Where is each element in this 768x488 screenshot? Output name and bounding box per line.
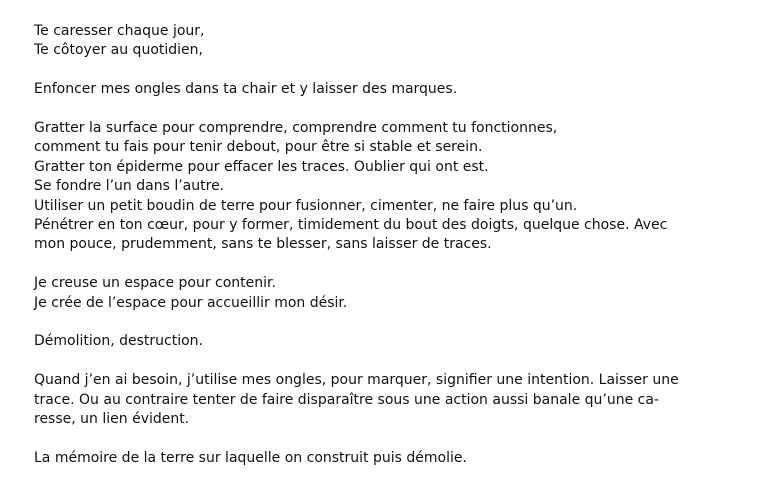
stanza-5 [34, 332, 754, 351]
stanza-1 [34, 22, 754, 61]
poem-line: Je creuse un espace pour contenir. [34, 275, 276, 292]
stanza-7 [34, 449, 754, 468]
poem-line: Quand j’en ai besoin, j’utilise mes ongles, pour marquer, signifier une intention. Laisser une [34, 372, 679, 389]
poem-document [34, 22, 754, 488]
poem-line: trace. Ou au contraire tenter de faire disparaître sous une action aussi banale qu’une ca- [34, 391, 659, 408]
stanza-2 [34, 80, 754, 99]
poem-line: comment tu fais pour tenir debout, pour être si stable et serein. [34, 139, 483, 156]
poem-line: Enfoncer mes ongles dans ta chair et y laisser des marques. [34, 81, 458, 98]
poem-line: Te caresser chaque jour, [34, 23, 205, 39]
stanza-6 [34, 371, 754, 429]
poem-line: Utiliser un petit boudin de terre pour fusionner, cimenter, ne faire plus qu’un. [34, 197, 578, 214]
stanza-3 [34, 119, 754, 255]
poem-line: Gratter la surface pour comprendre, comprendre comment tu fonctionnes, [34, 120, 558, 136]
poem-line: resse, un lien évident. [34, 411, 190, 428]
poem-line: Pénétrer en ton cœur, pour y former, timidement du bout des doigts, quelque chose. Avec [34, 217, 668, 234]
poem-line: Démolition, destruction. [34, 333, 203, 350]
poem-line: mon pouce, prudemment, sans te blesser, sans laisser de traces. [34, 236, 492, 253]
poem-line: Je crée de l’espace pour accueillir mon désir. [34, 294, 348, 311]
poem-line: Gratter ton épiderme pour effacer les traces. Oublier qui ont est. [34, 158, 489, 175]
stanza-4 [34, 274, 754, 313]
poem-line: La mémoire de la terre sur laquelle on construit puis démolie. [34, 449, 467, 466]
poem-line: Te côtoyer au quotidien, [34, 42, 203, 59]
poem-line: Se fondre l’un dans l’autre. [34, 178, 225, 195]
